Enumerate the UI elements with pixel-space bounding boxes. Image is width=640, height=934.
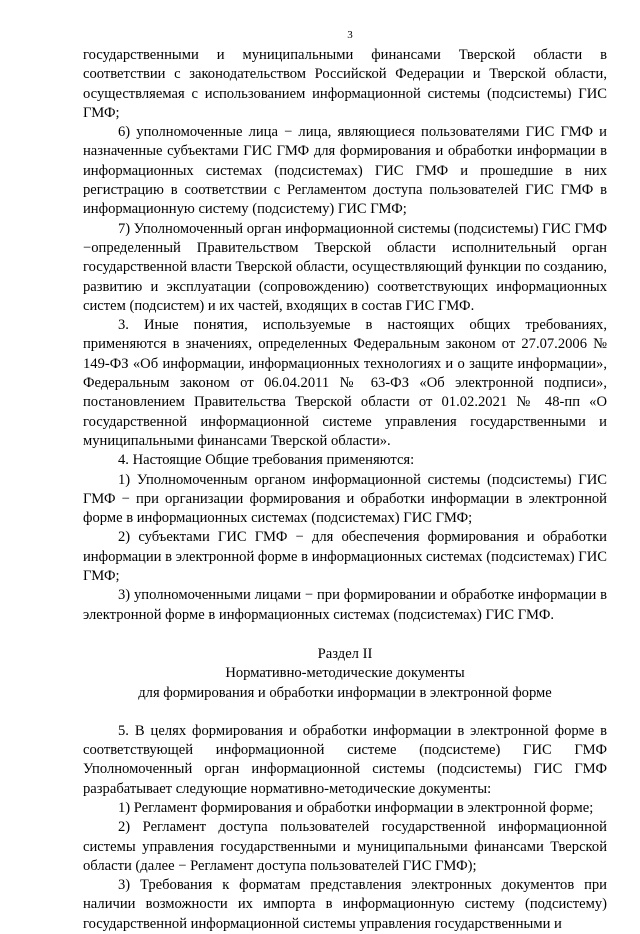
paragraph: 4. Настоящие Общие требования применяются: bbox=[118, 452, 415, 469]
paragraph: 2) субъектами ГИС ГМФ − для обеспечения формирования и обработки информации в электронной форме в информационных системах (подсистемах) ГИС ГМФ; bbox=[83, 529, 607, 585]
paragraph: 3) уполномоченными лицами − при формировании и обработке информации в электронной форме в информационных системах (подсистемах) ГИС ГМФ. bbox=[83, 587, 607, 623]
section-header bbox=[83, 645, 607, 703]
body-text-bottom bbox=[83, 722, 607, 934]
section-title-line1: Нормативно-методические документы bbox=[225, 665, 465, 682]
paragraph: 2) Регламент доступа пользователей государственной информационной системы управления государственными и муниципальными финансами Тверской области (далее − Регламент доступа пользователей ГИС ГМФ); bbox=[83, 819, 607, 874]
paragraph: 3. Иные понятия, используемые в настоящих общих требованиях, применяются в значениях, определенных Федеральным законом от 27.07.2006 № 149-ФЗ «Об информации, информационных технологиях и о защите информации», Федеральным законом от 06.04.2011 № 63-ФЗ «Об электронной подписи», постановлением Правительства Тверской области от 01.02.2021 № 48-пп «О государственной информационной системе управления государственными и муниципальными финансами Тверской области». bbox=[83, 317, 607, 449]
paragraph: 3) Требования к форматам представления электронных документов при наличии возможности их импорта в информационную систему (подсистему) государственной информационной системы управления государственными и bbox=[83, 877, 607, 932]
body-text-top bbox=[83, 46, 607, 625]
paragraph: 1) Уполномоченным органом информационной системы (подсистемы) ГИС ГМФ − при организации формирования и обработки информации в электронной форме в информационных системах (подсистемах) ГИС ГМФ; bbox=[83, 471, 607, 527]
page-number: 3 bbox=[347, 29, 353, 41]
section-title-line2: для формирования и обработки информации в электронной форме bbox=[138, 684, 552, 701]
paragraph: 1) Регламент формирования и обработки информации в электронной форме; bbox=[118, 799, 594, 816]
paragraph: 7) Уполномоченный орган информационной системы (подсистемы) ГИС ГМФ −определенный Правительством Тверской области исполнительный орган государственной власти Тверской области, осуществляющий функции по созданию, развитию и эксплуатации (сопровождению) соответствующих информационных систем (подсистем) и их частей, входящих в состав ГИС ГМФ. bbox=[83, 220, 607, 314]
section-number: Раздел II bbox=[317, 645, 373, 662]
paragraph: государственными и муниципальными финансами Тверской области в соответствии с законодательством Российской Федерации и Тверской области, осуществляемая с использованием информационной системы (подсистемы) ГИС ГМФ; bbox=[83, 47, 607, 121]
paragraph: 5. В целях формирования и обработки информации в электронной форме в соответствующей информационной системе (подсистеме) ГИС ГМФ Уполномоченный орган информационной системы (подсистемы) ГИС ГМФ разрабатывает следующие нормативно-методические документы: bbox=[83, 722, 607, 797]
paragraph: 6) уполномоченные лица − лица, являющиеся пользователями ГИС ГМФ и назначенные субъектами ГИС ГМФ для формирования и обработки информации в информационных системах (подсистемах) ГИС ГМФ и прошедшие в них регистрацию в соответствии с Регламентом доступа пользователей ГИС ГМФ в информационную систему (подсистему) ГИС ГМФ; bbox=[83, 124, 607, 218]
